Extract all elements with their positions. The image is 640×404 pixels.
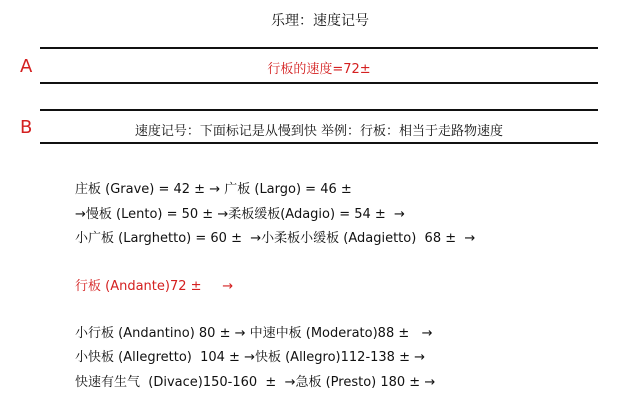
- divider-a-bottom: [40, 82, 598, 84]
- divider-b-top: [40, 109, 598, 111]
- divider-b-bottom: [40, 142, 598, 144]
- tempo-line: 小行板 (Andantino) 80 ± → 中速中板 (Moderato)88 ± →: [75, 326, 433, 341]
- section-a-marker: A: [20, 56, 33, 77]
- section-a-text: 行板的速度=72±: [267, 62, 371, 77]
- tempo-line: 庄板 (Grave) = 42 ± → 广板 (Largo) = 46 ±: [75, 182, 352, 197]
- tempo-line-highlight: 行板 (Andante)72 ± →: [75, 279, 234, 294]
- tempo-line: 小快板 (Allegretto) 104 ± →快板 (Allegro)112-138 ± →: [75, 350, 425, 365]
- tempo-line: 小广板 (Larghetto) = 60 ± →小柔板小缓板 (Adagietto) 68 ± →: [75, 231, 476, 246]
- section-b-marker: B: [20, 117, 33, 138]
- tempo-line: →慢板 (Lento) = 50 ± →柔板缓板(Adagio) = 54 ± →: [75, 207, 405, 222]
- section-b-text: 速度记号：下面标记是从慢到快 举例：行板：相当于走路物速度: [134, 124, 504, 139]
- page-title: 乐理：速度记号: [271, 13, 369, 29]
- tempo-line: 快速有生气 (Divace)150-160 ± →急板 (Presto) 180 ± →: [75, 375, 436, 390]
- divider-a-top: [40, 47, 598, 49]
